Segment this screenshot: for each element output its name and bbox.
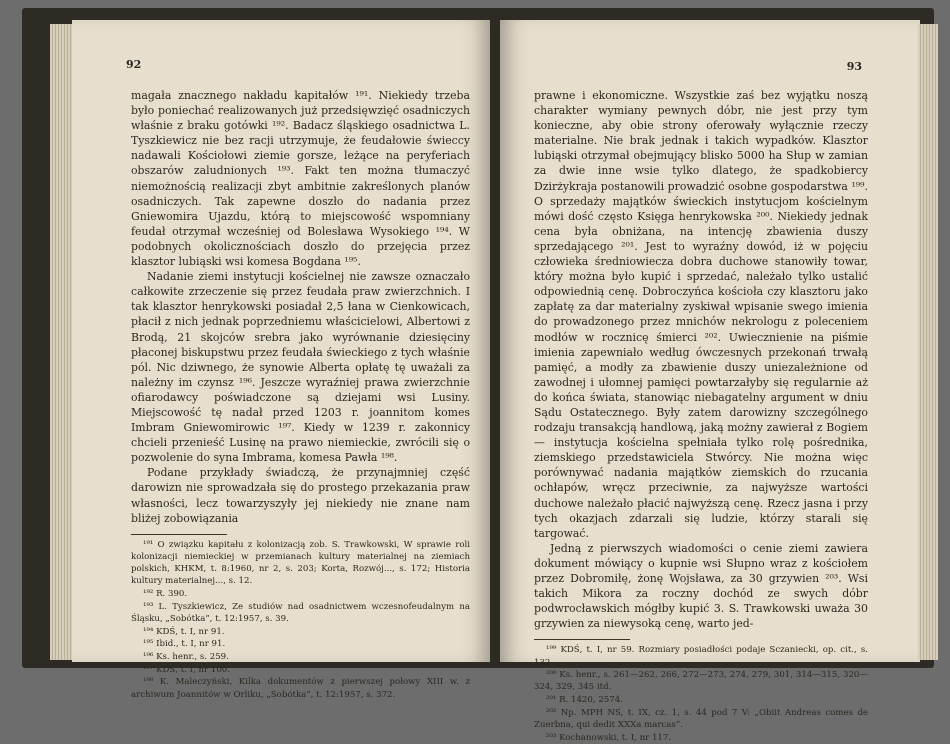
footnote: ¹⁹⁷ KDŚ, t. I, nr 100. [143, 664, 231, 675]
right-paragraph: prawne i ekonomiczne. Wszystkie zaś bez wyjątku noszą charakter wymiany pewnych dóbr, nie jest przy tym konieczne, aby obie strony oferowały wyłącznie rzeczy materialne. Nie brak jednak i takich wypadków. Klasztor lubiąski otrzymał obejmujący blisko 5000 ha Słup w zamian za dwie inne wsie tylko dlatego, że spadkobiercy Dzirżykraja postanowili prowadzić osobne gospodarstwa ¹⁹⁹. O sprzedaży majątków świeckich instytucjom kościelnym mówi dość często Księga henrykowska ²⁰⁰. Niekiedy jednak cena była obniżana, na intencję zbawienia duszy sprzedającego ²⁰¹. Jest to wyraźny dowód, iż w pojęciu człowieka średniowiecza dobra duchowe stanowiły towar, który można było kupić i sprzedać, należało tylko ustalić odpowiednią cenę. Dobroczyńca kościoła czy klasztoru jako zapłatę za dar materialny zyskiwał wpisanie swego imienia do prowadzonego przez mnichów nekrologu z poleceniem modłów w rocznicę śmierci ²⁰². Uwiecznienie na piśmie imienia zapewniało według ówczesnych przekonań trwałą pamięć, a modły za zbawienie duszy uniezależnione od zawodnej i ułomnej pamięci powtarzałyby się regularnie aż do końca świata, stanowiąc niebagatelny argument w dniu Sądu Ostatecznego. Były zatem darowizny szczególnego rodzaju transakcją handlową, jaką możny zawierał z Bogiem — instytucja kościelna spełniała tylko rolę pośrednika, ziemskiego przedstawiciela Stwórcy. Nie można więc porównywać nadania majątków ziemskich do rzucania ochłapów, wręcz przeciwnie, za najwyższe wartości duchowe należało płacić najwyższą cenę. Rzecz jasna i przy tych okazjach zdarzali się ludzie, którzy starali się targować. [534, 89, 868, 540]
left-page [72, 20, 490, 700]
left-footnotes [131, 539, 470, 701]
footnote: ¹⁹² R. 390. [143, 589, 188, 600]
footnote-separator [131, 534, 227, 535]
footnote: ¹⁹⁹ KDŚ, t. I, nr 59. Rozmiary posiadłości podaje Sczaniecki, op. cit., s. 132. [534, 645, 868, 668]
left-paragraph: Nadanie ziemi instytucji kościelnej nie zawsze oznaczało całkowite zrzeczenie się przez feudała praw zwierzchnich. I tak klasztor henrykowski posiadał 2,5 łana w Cienkowicach, płacił z nich jednak poprzedniemu właścicielowi, Albertowi z Brodą, 21 skojców srebra jako wyrównanie dziesięciny płaconej biskupstwu przez feudała świeckiego z tych właśnie pól. Nic dziwnego, że synowie Alberta opłatę tę uważali za należny im czynsz ¹⁹⁶. Jeszcze wyraźniej prawa zwierzchnie ofiarodawcy poświadczone są dziejami wsi Lusiny. Miejscowość tę nadał przed 1203 r. joannitom komes Imbram Gniewomirowic ¹⁹⁷. Kiedy w 1239 r. zakonnicy chcieli przenieść Lusinę na prawo niemieckie, zwrócili się o pozwolenie do syna Imbrama, komesa Pawła ¹⁹⁸. [131, 270, 470, 465]
footnote: ¹⁹¹ O związku kapitału z kolonizacją zob. S. Trawkowski, W sprawie roli kolonizacji niemieckiej w przemianach kultury materialnej na ziemiach polskich, KHKM, t. 8:1960, nr 2, s. 203; Korta, Rozwój..., s. 172; Historia kultury materialnej..., s. 12. [131, 539, 470, 587]
footnote: ²⁰² Np. MPH NS, t. IX, cz. 1, s. 44 pod 7 V: „Obiit Andreas comes de Zuerbna, qui dedit XXXa marcas”. [534, 707, 868, 731]
footnote: ¹⁹⁴ KDŚ, t. I, nr 91. [143, 626, 225, 637]
open-book [22, 8, 934, 743]
right-footnotes [534, 644, 868, 744]
footnote: ²⁰⁰ Ks. henr., s. 261—262, 266, 272—273, 274, 279, 301, 314—315, 320—324, 329, 345 itd. [534, 670, 868, 693]
footnote: ²⁰³ Kochanowski, t. I, nr 117. [546, 732, 672, 743]
footnote: ¹⁹⁶ Ks. henr., s. 259. [143, 652, 229, 663]
right-paragraph: Jedną z pierwszych wiadomości o cenie ziemi zawiera dokument mówiący o kupnie wsi Słupno wraz z kościołem przez Dobromiłę, żonę Wojsława, za 30 grzywien ²⁰³. Wsi takich Mikora za roczny dochód ze swych dóbr podwrocławskich mógłby kupić 3. S. Trawkowski uważa 30 grzywien za niewysoką cenę, warto jed- [534, 541, 868, 631]
left-page-edges [50, 24, 74, 660]
left-page-number: 92 [126, 58, 142, 71]
footnote: ¹⁹⁵ Ibid., t. I, nr 91. [143, 639, 226, 650]
left-paragraph: Podane przykłady świadczą, że przynajmniej część darowizn nie sprowadzała się do prostego przekazania praw własności, lecz towarzyszyły jej niekiedy nie znane nam bliżej zobowiązania [131, 466, 470, 525]
left-body-text [131, 88, 470, 526]
left-paragraph: magała znacznego nakładu kapitałów ¹⁹¹. Niekiedy trzeba było poniechać realizowanych już przedsięwzięć osadniczych właśnie z braku gotówki ¹⁹². Badacz śląskiego osadnictwa L. Tyszkiewicz nie bez racji utrzymuje, że feudałowie świeccy nadawali Kościołowi ziemie gorsze, leżące na peryferiach obszarów zaludnionych ¹⁹³. Fakt ten można tłumaczyć niemożnością realizacji zbyt ambitnie zakreślonych planów osadniczych. Tak zapewne doszło do nadania przez Gniewomira Ujazdu, którą to miejscowość wspomniany feudał otrzymał wcześniej od Bolesława Wysokiego ¹⁹⁴. W podobnych okolicznościach doszło do przejęcia przez klasztor lubiąski wsi komesa Bogdana ¹⁹⁵. [131, 89, 470, 269]
right-page-edges [918, 24, 938, 660]
footnote-separator [534, 639, 630, 640]
footnote: ¹⁹³ L. Tyszkiewicz, Ze studiów nad osadnictwem wczesnofeudalnym na Śląsku, „Sobótka”, t. 12:1957, s. 39. [131, 601, 470, 624]
right-page-number: 93 [846, 60, 862, 73]
right-page [500, 20, 920, 743]
footnote: ²⁰¹ R. 1420, 2574. [546, 695, 623, 706]
right-body-text [534, 88, 868, 631]
footnote: ¹⁹⁸ K. Maleczyński, Kilka dokumentów z pierwszej połowy XIII w. z archiwum Joannitów w Orliku, „Sobótka”, t. 12:1957, s. 372. [131, 677, 470, 700]
